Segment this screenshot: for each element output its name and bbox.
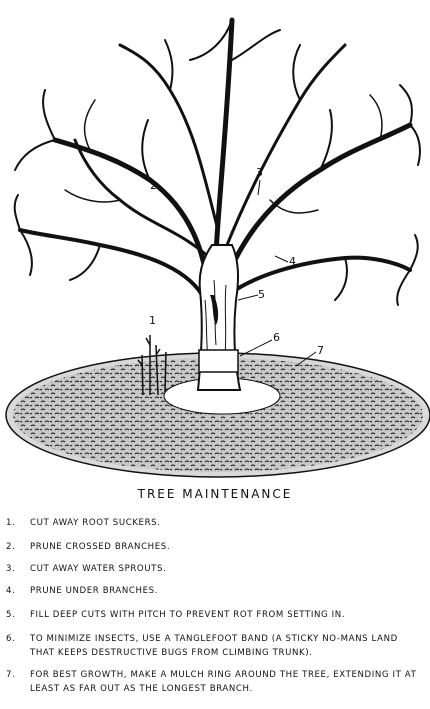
- step-number: 6.: [6, 634, 16, 644]
- callout-4: 4: [289, 255, 296, 268]
- callout-6: 6: [273, 331, 280, 344]
- step-text: FOR BEST GROWTH, MAKE A MULCH RING AROUND THE TREE, EXTENDING IT AT LEAST AS FAR OUT AS THE LONGEST BRANCH.: [30, 670, 417, 694]
- callout-3: 3: [256, 166, 263, 179]
- step-number: 1.: [6, 518, 16, 528]
- callout-2: 2: [150, 179, 157, 192]
- tanglefoot-band: [199, 350, 238, 372]
- step-text: PRUNE UNDER BRANCHES.: [30, 586, 159, 596]
- step-text: CUT AWAY ROOT SUCKERS.: [30, 518, 161, 528]
- step-number: 7.: [6, 670, 16, 680]
- step-text: TO MINIMIZE INSECTS, USE A TANGLEFOOT BAND (A STICKY NO-MANS LAND THAT KEEPS DESTRUCTIVE BUGS FROM CLIMBING TRUNK).: [30, 634, 398, 658]
- step-text: FILL DEEP CUTS WITH PITCH TO PREVENT ROT FROM SETTING IN.: [30, 610, 346, 620]
- step-number: 3.: [6, 564, 16, 574]
- step-number: 4.: [6, 586, 16, 596]
- callout-5: 5: [258, 288, 265, 301]
- step-number: 2.: [6, 542, 16, 552]
- step-text: CUT AWAY WATER SPROUTS.: [30, 564, 167, 574]
- diagram-title: TREE MAINTENANCE: [137, 487, 293, 501]
- callout-1: 1: [149, 314, 156, 327]
- callout-7: 7: [317, 344, 324, 357]
- step-number: 5.: [6, 610, 16, 620]
- step-text: PRUNE CROSSED BRANCHES.: [30, 542, 171, 552]
